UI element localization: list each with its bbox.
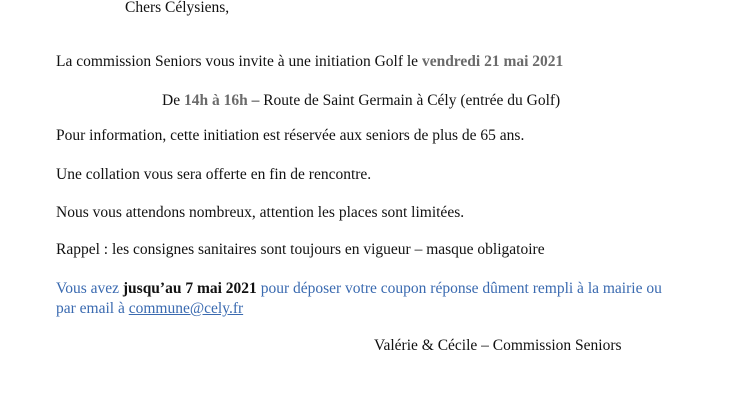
- email-line: [56, 299, 243, 319]
- greeting: Chers Célysiens,: [125, 0, 230, 16]
- schedule-prefix: De: [162, 92, 184, 109]
- deadline-line: [56, 279, 662, 299]
- event-time: 14h à 16h: [183, 92, 248, 109]
- schedule-line: [162, 91, 560, 111]
- eligibility-info: Pour information, cette initiation est réservée aux seniors de plus de 65 ans.: [56, 127, 525, 144]
- deadline-text-after: pour déposer votre coupon réponse dûment rempli à la mairie ou: [256, 280, 662, 297]
- collation-info: Une collation vous sera offerte en fin de rencontre.: [56, 166, 372, 183]
- invitation-text: La commission Seniors vous invite à une initiation Golf le: [56, 53, 422, 70]
- email-prefix: par email à: [56, 300, 129, 317]
- attendance-note: Nous vous attendons nombreux, attention les places sont limitées.: [56, 204, 465, 221]
- invitation-line: [56, 52, 563, 72]
- signature: Valérie & Cécile – Commission Seniors: [374, 337, 622, 354]
- sanitary-reminder: Rappel : les consignes sanitaires sont toujours en vigueur – masque obligatoire: [56, 241, 545, 258]
- event-location: – Route de Saint Germain à Cély (entrée du Golf): [247, 92, 561, 109]
- event-date: vendredi 21 mai 2021: [421, 53, 564, 70]
- deadline-text-before: Vous avez: [56, 280, 123, 297]
- deadline-date: jusqu’au 7 mai 2021: [122, 280, 257, 297]
- email-link[interactable]: commune@cely.fr: [128, 300, 244, 317]
